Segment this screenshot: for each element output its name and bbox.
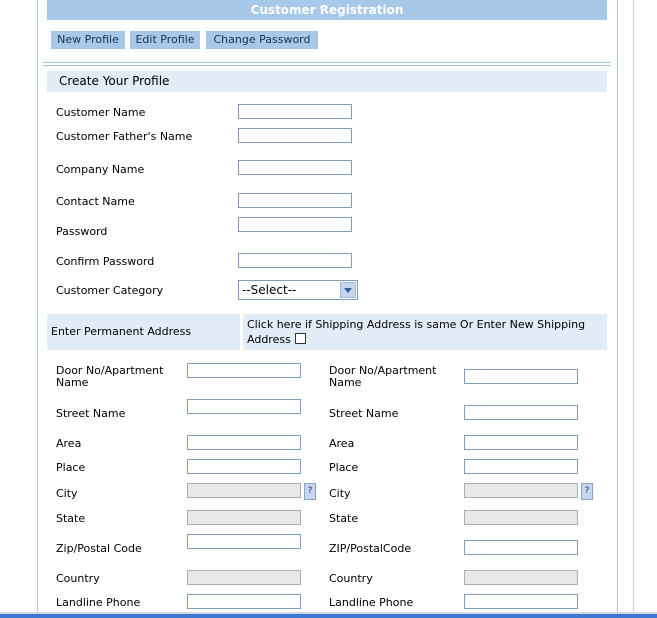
ship-area-label: Area: [329, 437, 355, 450]
perm-city-input: [187, 483, 301, 498]
contact-name-input[interactable]: [238, 193, 352, 208]
divider: [43, 62, 611, 63]
perm-city-lookup-button[interactable]: ?: [304, 483, 316, 500]
ship-place-label: Place: [329, 461, 359, 474]
ship-country-input: [464, 570, 578, 585]
perm-door-label: Door No/Apartment Name: [56, 364, 164, 389]
tab-change-password[interactable]: Change Password: [206, 31, 318, 49]
customer-category-label: Customer Category: [56, 284, 164, 297]
tab-new-profile[interactable]: New Profile: [51, 31, 125, 49]
perm-street-label: Street Name: [56, 407, 126, 420]
ship-area-input[interactable]: [464, 435, 578, 450]
chevron-down-icon[interactable]: [340, 282, 356, 298]
permanent-address-header: [47, 314, 240, 350]
tab-edit-profile[interactable]: Edit Profile: [130, 31, 200, 49]
ship-zip-label: ZIP/PostalCode: [329, 542, 412, 555]
frame-border-left: [37, 0, 38, 618]
customer-name-input[interactable]: [238, 104, 352, 119]
perm-landline-label: Landline Phone: [56, 596, 141, 609]
perm-place-label: Place: [56, 461, 86, 474]
customer-name-label: Customer Name: [56, 106, 146, 119]
customer-category-select[interactable]: [238, 280, 358, 300]
frame-border-right: [617, 0, 618, 618]
ship-place-input[interactable]: [464, 459, 578, 474]
page-title: Customer Registration: [47, 0, 607, 20]
perm-area-label: Area: [56, 437, 82, 450]
perm-country-input: [187, 570, 301, 585]
perm-state-input: [187, 510, 301, 525]
customer-category-selected: --Select--: [242, 283, 297, 297]
father-name-label: Customer Father's Name: [56, 130, 193, 143]
perm-landline-input[interactable]: [187, 594, 301, 609]
confirm-password-label: Confirm Password: [56, 255, 155, 268]
perm-street-input[interactable]: [187, 399, 301, 414]
perm-zip-label: Zip/Postal Code: [56, 542, 142, 555]
contact-name-label: Contact Name: [56, 195, 135, 208]
father-name-input[interactable]: [238, 128, 352, 143]
perm-area-input[interactable]: [187, 435, 301, 450]
company-name-input[interactable]: [238, 160, 352, 175]
perm-door-input[interactable]: [187, 363, 301, 378]
taskbar-strip: [0, 614, 657, 618]
confirm-password-input[interactable]: [238, 253, 352, 268]
shipping-address-title: Click here if Shipping Address is same Or Enter New Shipping Address: [247, 318, 586, 346]
perm-state-label: State: [56, 512, 86, 525]
perm-zip-input[interactable]: [187, 534, 301, 549]
divider: [43, 65, 611, 66]
shipping-address-header: [243, 314, 607, 350]
company-name-label: Company Name: [56, 163, 145, 176]
ship-landline-label: Landline Phone: [329, 596, 414, 609]
profile-section-header: [47, 71, 607, 92]
frame-border-outer: [633, 0, 634, 618]
perm-place-input[interactable]: [187, 459, 301, 474]
ship-city-label: City: [329, 487, 351, 500]
profile-section-title: Create Your Profile: [59, 74, 170, 88]
ship-city-lookup-button[interactable]: ?: [581, 483, 593, 500]
ship-landline-input[interactable]: [464, 594, 578, 609]
permanent-address-title: Enter Permanent Address: [51, 325, 192, 338]
ship-country-label: Country: [329, 572, 373, 585]
ship-city-input: [464, 483, 578, 498]
ship-state-label: State: [329, 512, 359, 525]
password-label: Password: [56, 225, 108, 238]
ship-zip-input[interactable]: [464, 540, 578, 555]
perm-country-label: Country: [56, 572, 100, 585]
same-address-checkbox[interactable]: [295, 333, 306, 344]
ship-door-label: Door No/Apartment Name: [329, 364, 437, 389]
perm-city-label: City: [56, 487, 78, 500]
ship-door-input[interactable]: [464, 369, 578, 384]
password-input[interactable]: [238, 217, 352, 232]
ship-street-label: Street Name: [329, 407, 399, 420]
ship-state-input: [464, 510, 578, 525]
ship-street-input[interactable]: [464, 405, 578, 420]
